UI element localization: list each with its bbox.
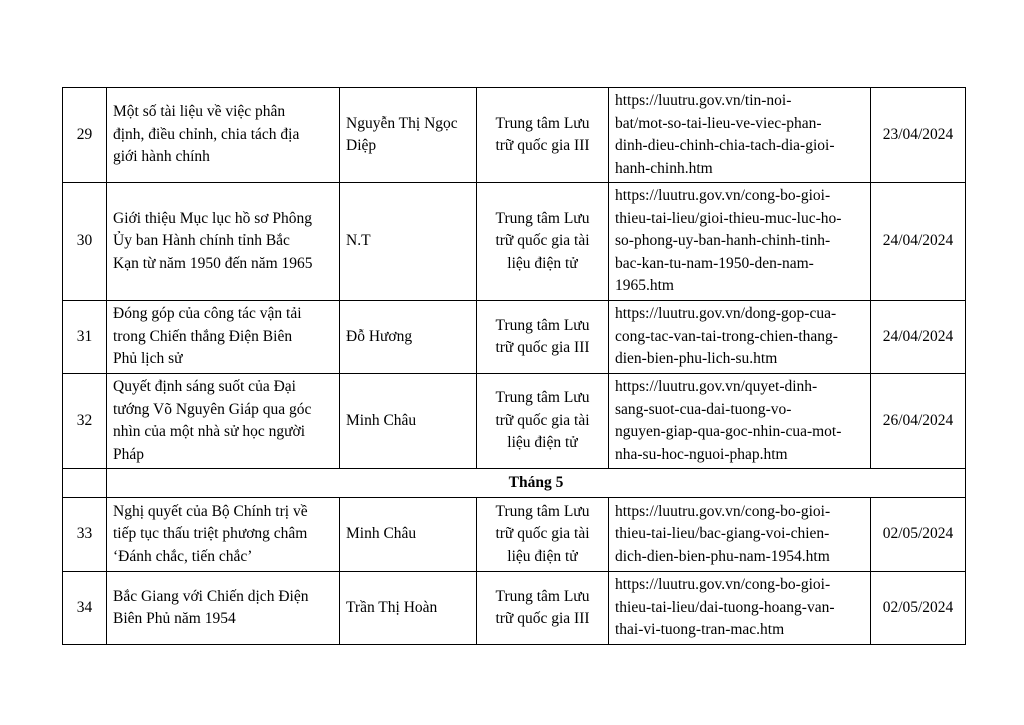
source-url: [609, 183, 871, 301]
row-number: 34: [63, 572, 107, 645]
source-organization: [477, 183, 609, 301]
document-title-line: Phủ lịch sử: [113, 350, 183, 368]
author-name-line: Diệp: [346, 137, 377, 154]
author-name-line: N.T: [346, 232, 371, 250]
document-title-line: Bắc Giang với Chiến dịch Điện: [113, 587, 309, 605]
publish-date: 02/05/2024: [871, 572, 966, 645]
source-url-line: sang-suot-cua-dai-tuong-vo-: [615, 400, 792, 418]
source-organization-line: liệu điện tử: [507, 434, 578, 452]
document-title-line: Pháp: [113, 445, 144, 463]
source-organization-line: trữ quốc gia III: [495, 137, 590, 154]
document-title-line: Nghị quyết của Bộ Chính trị về: [113, 502, 308, 520]
author-name-line: Minh Châu: [346, 411, 417, 429]
author-name: [340, 374, 477, 469]
source-organization-line: trữ quốc gia tài: [495, 232, 590, 250]
document-title: [107, 88, 340, 183]
publish-date: 02/05/2024: [871, 498, 966, 572]
source-organization-line: trữ quốc gia III: [495, 610, 590, 627]
source-url-line: thai-vi-tuong-tran-mac.htm: [615, 621, 785, 639]
document-title-line: ‘Đánh chắc, tiến chắc’: [113, 547, 253, 565]
source-url: [609, 498, 871, 572]
source-organization-line: Trung tâm Lưu: [495, 114, 590, 132]
document-title-line: Biên Phủ năm 1954: [113, 610, 236, 627]
document-title: [107, 572, 340, 645]
table-row: [63, 88, 966, 183]
row-number: 29: [63, 88, 107, 183]
author-name-line: Nguyễn Thị Ngọc: [346, 114, 458, 132]
table-row: [63, 183, 966, 301]
source-organization: [477, 88, 609, 183]
row-number: 31: [63, 301, 107, 374]
source-url-line: dich-dien-bien-phu-nam-1954.htm: [615, 547, 830, 565]
table-body-april: [63, 88, 966, 469]
source-url-line: https://luutru.gov.vn/cong-bo-gioi-: [615, 187, 831, 205]
document-title-line: Giới thiệu Mục lục hồ sơ Phông: [113, 209, 312, 227]
document-title: [107, 498, 340, 572]
table-body-may: [63, 498, 966, 645]
document-title-line: Đóng góp của công tác vận tải: [113, 305, 302, 323]
source-url-line: https://luutru.gov.vn/dong-gop-cua-: [615, 305, 837, 323]
source-url: [609, 301, 871, 374]
author-name: [340, 498, 477, 572]
author-name-line: Trần Thị Hoàn: [346, 598, 438, 616]
source-url: [609, 374, 871, 469]
source-url-line: cong-tac-van-tai-trong-chien-thang-: [615, 327, 838, 345]
source-url-line: 1965.htm: [615, 277, 674, 295]
document-title-line: Ủy ban Hành chính tỉnh Bắc: [113, 232, 290, 250]
table-row: [63, 498, 966, 572]
row-number: 30: [63, 183, 107, 301]
document-title-line: giới hành chính: [113, 148, 210, 166]
source-url-line: thieu-tai-lieu/bac-giang-voi-chien-: [615, 525, 830, 543]
author-name-line: Đỗ Hương: [346, 327, 413, 345]
source-url-line: thieu-tai-lieu/gioi-thieu-muc-luc-ho-: [615, 209, 842, 227]
month-row-empty-cell: [63, 469, 107, 498]
author-name: [340, 183, 477, 301]
author-name: [340, 88, 477, 183]
source-organization-line: trữ quốc gia tài: [495, 411, 590, 429]
source-url-line: thieu-tai-lieu/dai-tuong-hoang-van-: [615, 598, 835, 616]
source-url-line: https://luutru.gov.vn/cong-bo-gioi-: [615, 576, 831, 594]
document-title-line: trong Chiến thắng Điện Biên: [113, 327, 293, 345]
document-title-line: tướng Võ Nguyên Giáp qua góc: [113, 400, 312, 418]
month-divider: [63, 469, 966, 498]
source-url-line: dinh-dieu-chinh-chia-tach-dia-gioi-: [615, 137, 835, 154]
document-title: [107, 183, 340, 301]
source-url-line: hanh-chinh.htm: [615, 159, 713, 177]
document-title-line: nhìn của một nhà sử học người: [113, 423, 306, 440]
source-organization: [477, 374, 609, 469]
publish-date: 26/04/2024: [871, 374, 966, 469]
source-url: [609, 88, 871, 183]
publish-date: 23/04/2024: [871, 88, 966, 183]
source-url-line: https://luutru.gov.vn/quyet-dinh-: [615, 378, 818, 395]
source-organization-line: trữ quốc gia tài: [495, 525, 590, 543]
source-organization-line: liệu điện tử: [507, 254, 578, 272]
month-header: Tháng 5: [107, 469, 966, 498]
table-row: [63, 572, 966, 645]
document-title-line: Kạn từ năm 1950 đến năm 1965: [113, 254, 313, 272]
source-url-line: nha-su-hoc-nguoi-phap.htm: [615, 445, 788, 463]
source-organization-line: Trung tâm Lưu: [495, 587, 590, 605]
document-title-line: Quyết định sáng suốt của Đại: [113, 378, 296, 395]
document-title: [107, 301, 340, 374]
table-row: [63, 374, 966, 469]
author-name: [340, 572, 477, 645]
document-title-line: Một số tài liệu về việc phân: [113, 103, 286, 121]
source-url-line: dien-bien-phu-lich-su.htm: [615, 350, 778, 368]
publish-date: 24/04/2024: [871, 301, 966, 374]
month-row: [63, 469, 966, 498]
author-name-line: Minh Châu: [346, 525, 417, 543]
source-url: [609, 572, 871, 645]
source-organization-line: Trung tâm Lưu: [495, 209, 590, 227]
source-organization-line: Trung tâm Lưu: [495, 316, 590, 334]
source-url-line: bat/mot-so-tai-lieu-ve-viec-phan-: [615, 114, 822, 132]
author-name: [340, 301, 477, 374]
row-number: 33: [63, 498, 107, 572]
source-organization-line: liệu điện tử: [507, 547, 578, 565]
source-organization: [477, 498, 609, 572]
document-title-line: định, điều chỉnh, chia tách địa: [113, 125, 300, 143]
source-url-line: bac-kan-tu-nam-1950-den-nam-: [615, 254, 814, 272]
table-row: [63, 301, 966, 374]
document-title-line: tiếp tục thấu triệt phương châm: [113, 525, 308, 543]
source-organization: [477, 301, 609, 374]
source-url-line: https://luutru.gov.vn/cong-bo-gioi-: [615, 502, 831, 520]
source-url-line: nguyen-giap-qua-goc-nhin-cua-mot-: [615, 423, 842, 440]
document-title: [107, 374, 340, 469]
source-url-line: so-phong-uy-ban-hanh-chinh-tinh-: [615, 232, 831, 250]
source-organization: [477, 572, 609, 645]
source-url-line: https://luutru.gov.vn/tin-noi-: [615, 92, 792, 109]
publish-date: 24/04/2024: [871, 183, 966, 301]
source-organization-line: trữ quốc gia III: [495, 339, 590, 356]
source-organization-line: Trung tâm Lưu: [495, 389, 590, 407]
source-organization-line: Trung tâm Lưu: [495, 502, 590, 520]
publication-table: [62, 87, 966, 645]
row-number: 32: [63, 374, 107, 469]
